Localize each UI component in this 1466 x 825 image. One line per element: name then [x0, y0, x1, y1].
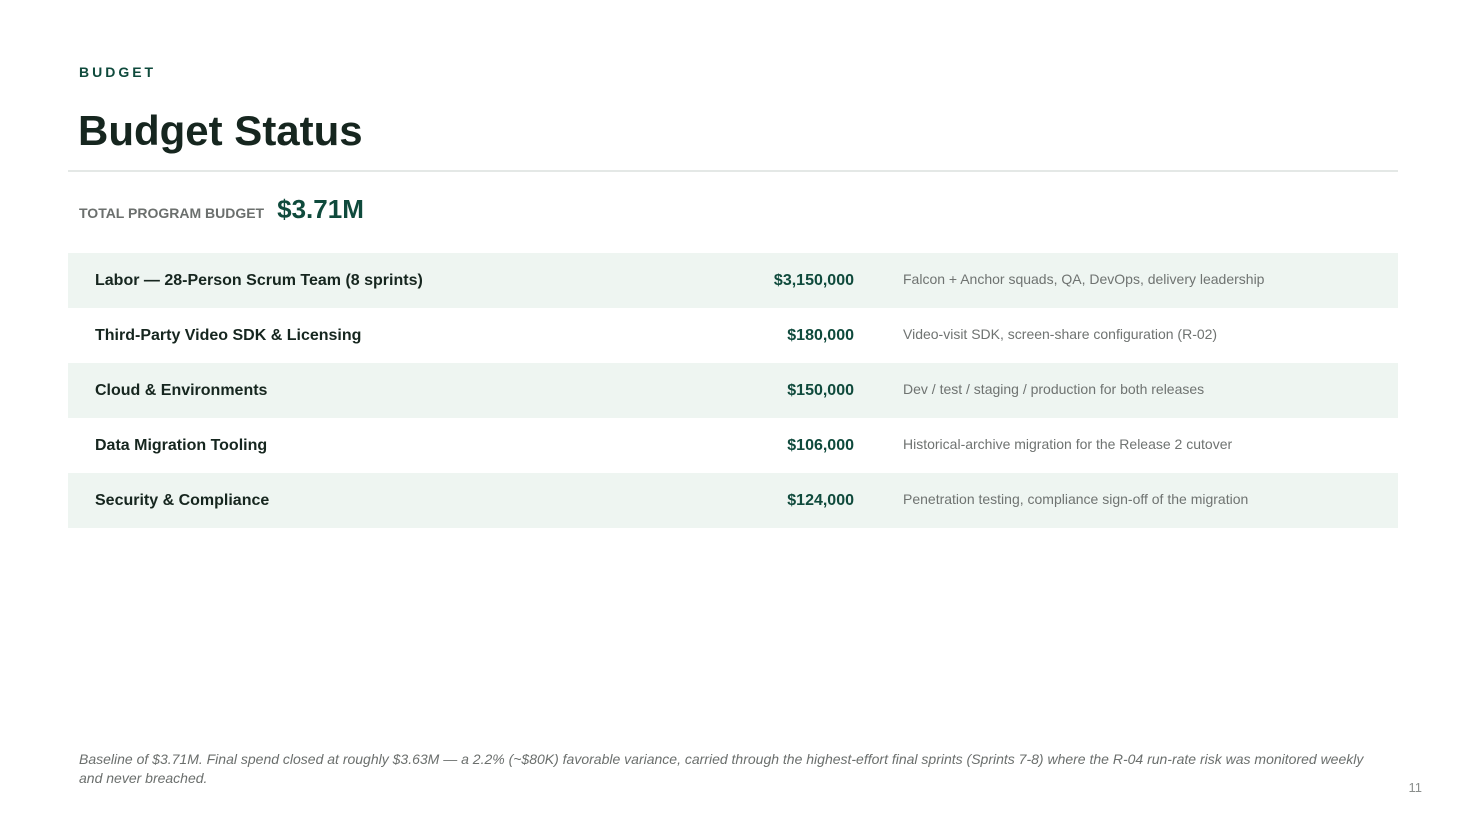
line-item-note: Historical-archive migration for the Release 2 cutover	[903, 436, 1233, 452]
line-item-name: Cloud & Environments	[95, 381, 268, 399]
table-row	[68, 308, 1398, 363]
table-row	[68, 253, 1398, 308]
total-budget-value: $3.71M	[277, 194, 364, 224]
line-item-amount: $150,000	[787, 381, 854, 399]
title-divider	[68, 170, 1398, 172]
line-item-amount: $106,000	[787, 436, 854, 454]
table-row	[68, 418, 1398, 473]
line-item-name: Security & Compliance	[95, 491, 270, 509]
line-item-name: Third-Party Video SDK & Licensing	[95, 326, 362, 344]
line-item-amount: $3,150,000	[773, 271, 854, 289]
line-item-note: Penetration testing, compliance sign-off of the migration	[903, 491, 1249, 507]
table-row	[68, 363, 1398, 418]
table-row	[68, 473, 1398, 528]
total-budget	[79, 194, 364, 225]
budget-table	[68, 253, 1398, 528]
section-eyebrow: BUDGET	[79, 64, 157, 80]
line-item-note: Dev / test / staging / production for both releases	[903, 381, 1205, 397]
line-item-amount: $124,000	[787, 491, 854, 509]
page-number: 11	[1408, 780, 1422, 795]
line-item-amount: $180,000	[787, 326, 854, 344]
total-budget-label: TOTAL PROGRAM BUDGET	[79, 205, 265, 221]
line-item-note: Falcon + Anchor squads, QA, DevOps, delivery leadership	[903, 271, 1265, 287]
footnote: Baseline of $3.71M. Final spend closed at roughly $3.63M — a 2.2% (~$80K) favorable variance, carried through the highest-effort final sprints (Sprints 7-8) where the R-04 run-rate risk was monitored weekly and never breached.	[79, 751, 1364, 786]
line-item-note: Video-visit SDK, screen-share configuration (R-02)	[903, 326, 1218, 342]
line-item-name: Labor — 28-Person Scrum Team (8 sprints)	[95, 271, 423, 289]
page-title: Budget Status	[78, 107, 363, 154]
line-item-name: Data Migration Tooling	[95, 436, 268, 454]
